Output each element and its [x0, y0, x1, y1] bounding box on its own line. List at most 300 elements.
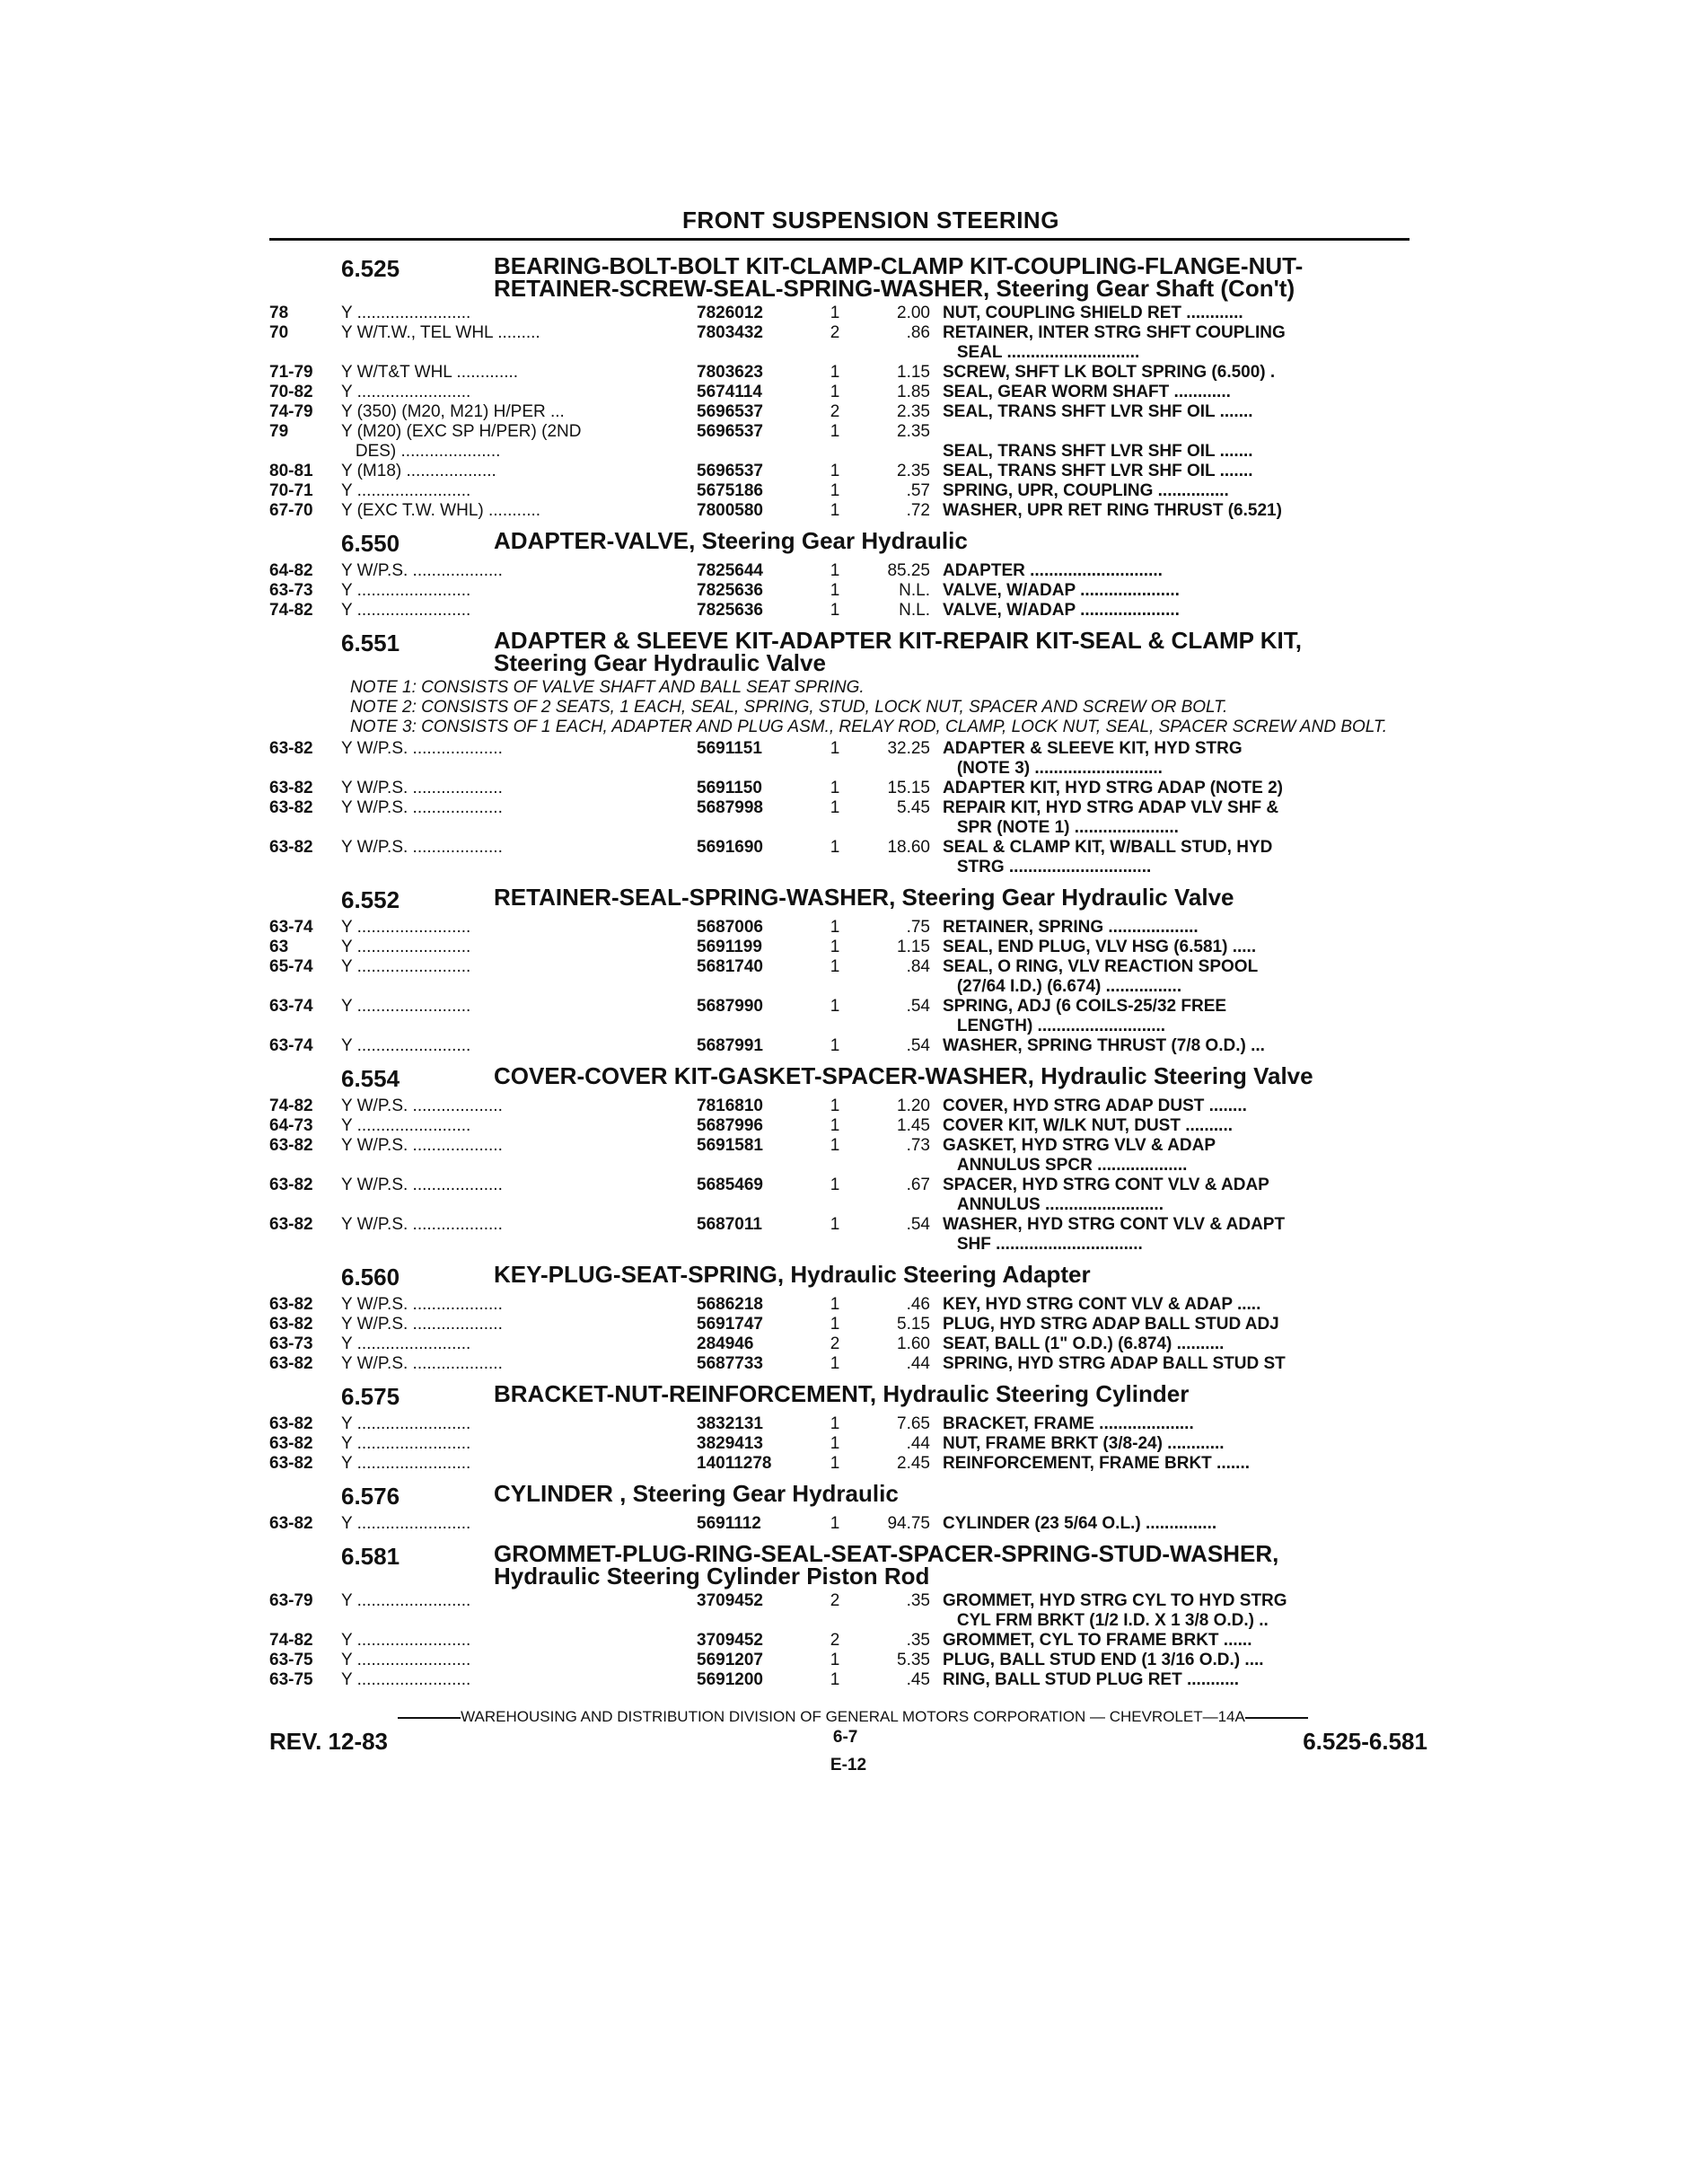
row-part-number: 5696537	[697, 402, 763, 421]
part-row	[269, 1215, 1436, 1255]
row-description: PLUG, HYD STRG ADAP BALL STUD ADJ	[943, 1315, 1279, 1334]
row-price: 15.15	[887, 779, 930, 797]
footer-sheet: E-12	[830, 1756, 867, 1774]
part-row	[269, 1036, 1436, 1056]
row-quantity: 1	[830, 1315, 840, 1334]
part-row	[269, 481, 1436, 501]
row-description: COVER KIT, W/LK NUT, DUST ..........	[943, 1116, 1234, 1135]
row-application: Y W/P.S. ...................	[341, 779, 503, 797]
section-number: 6.560	[341, 1264, 400, 1290]
row-price: 1.60	[897, 1334, 930, 1353]
row-application: Y (M20) (EXC SP H/PER) (2ND DES) .....................	[341, 422, 582, 461]
row-part-number: 5687991	[697, 1036, 763, 1055]
row-application: Y W/P.S. ...................	[341, 1354, 503, 1373]
row-description: BRACKET, FRAME ....................	[943, 1414, 1194, 1433]
note: NOTE 1: CONSISTS OF VALVE SHAFT AND BALL SEAT SPRING.	[350, 678, 865, 697]
row-price: 2.35	[897, 462, 930, 480]
sections-container	[269, 252, 1436, 1690]
section-number: 6.554	[341, 1065, 400, 1092]
row-part-number: 284946	[697, 1334, 754, 1353]
row-description: CYLINDER (23 5/64 O.L.) ...............	[943, 1514, 1217, 1533]
row-year: 74-82	[269, 601, 313, 620]
row-quantity: 1	[830, 938, 840, 956]
row-quantity: 2	[830, 1334, 840, 1353]
row-description: ADAPTER ............................	[943, 561, 1163, 580]
row-description: WASHER, UPR RET RING THRUST (6.521)	[943, 501, 1282, 520]
part-row	[269, 957, 1436, 997]
row-description: VALVE, W/ADAP .....................	[943, 581, 1180, 600]
section-title: BRACKET-NUT-REINFORCEMENT, Hydraulic Steering Cylinder	[494, 1380, 1190, 1407]
row-price: .35	[906, 1591, 930, 1610]
part-row	[269, 798, 1436, 838]
row-description: SPACER, HYD STRG CONT VLV & ADAP ANNULUS .........................	[943, 1176, 1269, 1214]
row-quantity: 1	[830, 1215, 840, 1234]
row-quantity: 1	[830, 383, 840, 401]
row-price: 1.85	[897, 383, 930, 401]
row-quantity: 1	[830, 798, 840, 817]
row-part-number: 3709452	[697, 1631, 763, 1650]
row-year: 63-75	[269, 1651, 313, 1669]
row-year: 63-82	[269, 1215, 313, 1234]
row-quantity: 1	[830, 1454, 840, 1473]
row-application: Y ........................	[341, 1651, 471, 1669]
part-row	[269, 581, 1436, 601]
row-price: N.L.	[899, 601, 930, 620]
row-price: .73	[906, 1136, 930, 1155]
part-row	[269, 402, 1436, 422]
row-year: 63-74	[269, 1036, 313, 1055]
section-header	[269, 886, 1436, 914]
row-description: SEAL, GEAR WORM SHAFT ............	[943, 383, 1231, 401]
row-price: .84	[906, 957, 930, 976]
footer-bottom	[269, 1728, 1427, 1756]
row-part-number: 3829413	[697, 1434, 763, 1453]
row-application: Y W/P.S. ...................	[341, 1315, 503, 1334]
part-row	[269, 383, 1436, 402]
row-application: Y W/P.S. ...................	[341, 561, 503, 580]
row-price: .75	[906, 918, 930, 937]
row-application: Y ........................	[341, 938, 471, 956]
part-row	[269, 838, 1436, 877]
row-description: COVER, HYD STRG ADAP DUST ........	[943, 1096, 1247, 1115]
section	[269, 252, 1436, 521]
row-quantity: 1	[830, 1514, 840, 1533]
footer-revision: REV. 12-83	[269, 1728, 389, 1755]
section-number: 6.581	[341, 1543, 400, 1570]
row-price: 2.35	[897, 402, 930, 421]
section-title: BEARING-BOLT-BOLT KIT-CLAMP-CLAMP KIT-COUPLING-FLANGE-NUT-RETAINER-SCREW-SEAL-SPRING-WASHER, Steering Gear Shaft (Con't)	[494, 252, 1304, 302]
part-row	[269, 938, 1436, 957]
row-application: Y ........................	[341, 1434, 471, 1453]
section-number: 6.525	[341, 255, 400, 282]
row-year: 63-82	[269, 1414, 313, 1433]
row-description: NUT, FRAME BRKT (3/8-24) ............	[943, 1434, 1225, 1453]
section-number: 6.550	[341, 530, 400, 557]
row-price: 7.65	[897, 1414, 930, 1433]
section-title: GROMMET-PLUG-RING-SEAL-SEAT-SPACER-SPRING-STUD-WASHER, Hydraulic Steering Cylinder Piston Rod	[494, 1540, 1279, 1590]
row-application: Y ........................	[341, 601, 471, 620]
row-part-number: 5696537	[697, 422, 763, 441]
row-part-number: 5687006	[697, 918, 763, 937]
part-row	[269, 462, 1436, 481]
section-number: 6.575	[341, 1383, 400, 1410]
row-quantity: 1	[830, 1354, 840, 1373]
part-row	[269, 1116, 1436, 1136]
row-quantity: 1	[830, 739, 840, 758]
row-quantity: 1	[830, 1136, 840, 1155]
section-number: 6.552	[341, 886, 400, 913]
row-quantity: 1	[830, 462, 840, 480]
row-year: 63-82	[269, 798, 313, 817]
row-description: SPRING, ADJ (6 COILS-25/32 FREE LENGTH) ...........................	[943, 997, 1227, 1035]
row-quantity: 1	[830, 957, 840, 976]
section-title: ADAPTER & SLEEVE KIT-ADAPTER KIT-REPAIR KIT-SEAL & CLAMP KIT, Steering Gear Hydraulic Valve	[494, 627, 1302, 676]
section	[269, 1380, 1436, 1474]
row-application: Y ........................	[341, 304, 471, 322]
row-year: 63-82	[269, 1136, 313, 1155]
catalog-page	[269, 207, 1436, 1775]
row-application: Y ........................	[341, 1631, 471, 1650]
section-title: COVER-COVER KIT-GASKET-SPACER-WASHER, Hydraulic Steering Valve	[494, 1062, 1313, 1089]
row-price: .35	[906, 1631, 930, 1650]
section-title: RETAINER-SEAL-SPRING-WASHER, Steering Gear Hydraulic Valve	[494, 884, 1234, 911]
row-price: 94.75	[887, 1514, 930, 1533]
section	[269, 1480, 1436, 1534]
row-quantity: 1	[830, 1036, 840, 1055]
part-row	[269, 422, 1436, 462]
row-quantity: 1	[830, 601, 840, 620]
section	[269, 886, 1436, 1056]
section-header	[269, 627, 1436, 676]
row-price: .45	[906, 1670, 930, 1689]
row-year: 71-79	[269, 363, 313, 382]
row-quantity: 2	[830, 1591, 840, 1610]
row-description: GROMMET, HYD STRG CYL TO HYD STRG CYL FRM BRKT (1/2 I.D. X 1 3/8 O.D.) ..	[943, 1591, 1287, 1630]
row-part-number: 7825644	[697, 561, 763, 580]
page-title: FRONT SUSPENSION STEERING	[682, 207, 1059, 233]
row-application: Y W/P.S. ...................	[341, 1136, 503, 1155]
row-description: RING, BALL STUD PLUG RET ...........	[943, 1670, 1240, 1689]
row-description: VALVE, W/ADAP .....................	[943, 601, 1180, 620]
row-year: 67-70	[269, 501, 313, 520]
row-part-number: 5691112	[697, 1514, 761, 1533]
row-part-number: 7825636	[697, 601, 763, 620]
row-year: 63-82	[269, 1434, 313, 1453]
row-year: 63-82	[269, 1514, 313, 1533]
part-row	[269, 1670, 1436, 1690]
row-quantity: 1	[830, 1096, 840, 1115]
row-year: 63-82	[269, 1176, 313, 1194]
row-part-number: 5687996	[697, 1116, 763, 1135]
part-row	[269, 997, 1436, 1036]
part-row	[269, 1315, 1436, 1334]
row-quantity: 1	[830, 1295, 840, 1314]
row-description: WASHER, HYD STRG CONT VLV & ADAPT SHF ...............................	[943, 1215, 1286, 1254]
row-year: 63-75	[269, 1670, 313, 1689]
row-application: Y W/T.W., TEL WHL .........	[341, 323, 540, 342]
row-quantity: 2	[830, 402, 840, 421]
row-application: Y (EXC T.W. WHL) ...........	[341, 501, 541, 520]
row-application: Y ........................	[341, 383, 471, 401]
row-price: .67	[906, 1176, 930, 1194]
row-quantity: 1	[830, 997, 840, 1016]
part-row	[269, 1176, 1436, 1215]
row-description: SPRING, UPR, COUPLING ...............	[943, 481, 1229, 500]
row-year: 63-82	[269, 1315, 313, 1334]
row-quantity: 1	[830, 501, 840, 520]
section	[269, 627, 1436, 877]
row-description: SEAL, TRANS SHFT LVR SHF OIL .......	[943, 402, 1253, 421]
section-header	[269, 252, 1436, 302]
row-application: Y W/P.S. ...................	[341, 1176, 503, 1194]
row-application: Y ........................	[341, 1036, 471, 1055]
section-header	[269, 1062, 1436, 1093]
part-row	[269, 363, 1436, 383]
row-description: SCREW, SHFT LK BOLT SPRING (6.500) .	[943, 363, 1276, 382]
row-application: Y (M18) ...................	[341, 462, 496, 480]
row-part-number: 5691690	[697, 838, 763, 857]
row-part-number: 5691200	[697, 1670, 763, 1689]
row-quantity: 2	[830, 323, 840, 342]
row-year: 63-82	[269, 1354, 313, 1373]
part-row	[269, 918, 1436, 938]
row-application: Y W/P.S. ...................	[341, 739, 503, 758]
row-application: Y W/P.S. ...................	[341, 838, 503, 857]
row-year: 63-82	[269, 739, 313, 758]
part-row	[269, 1651, 1436, 1670]
row-part-number: 5687998	[697, 798, 763, 817]
row-year: 78	[269, 304, 289, 322]
part-row	[269, 1096, 1436, 1116]
row-description: ADAPTER & SLEEVE KIT, HYD STRG (NOTE 3) ...........................	[943, 739, 1243, 778]
part-row	[269, 561, 1436, 581]
row-quantity: 1	[830, 1670, 840, 1689]
row-description: SEAL & CLAMP KIT, W/BALL STUD, HYD STRG ..............................	[943, 838, 1273, 876]
row-part-number: 5687011	[697, 1215, 762, 1234]
part-row	[269, 601, 1436, 621]
part-row	[269, 501, 1436, 521]
part-row	[269, 739, 1436, 779]
row-part-number: 7803623	[697, 363, 763, 382]
row-price: 1.45	[897, 1116, 930, 1135]
row-quantity: 2	[830, 1631, 840, 1650]
row-part-number: 7803432	[697, 323, 763, 342]
row-part-number: 5691150	[697, 779, 762, 797]
section	[269, 1540, 1436, 1690]
row-price: 5.35	[897, 1651, 930, 1669]
row-application: Y ........................	[341, 1670, 471, 1689]
row-application: Y W/P.S. ...................	[341, 1295, 503, 1314]
row-year: 63-82	[269, 1295, 313, 1314]
part-row	[269, 1334, 1436, 1354]
part-row	[269, 304, 1436, 323]
section-title: ADAPTER-VALVE, Steering Gear Hydraulic	[494, 527, 968, 554]
row-year: 63-79	[269, 1591, 313, 1610]
row-application: Y ........................	[341, 918, 471, 937]
row-price: .54	[906, 1036, 930, 1055]
row-part-number: 7826012	[697, 304, 763, 322]
row-year: 63-74	[269, 997, 313, 1016]
row-application: Y ........................	[341, 1334, 471, 1353]
row-price: 2.35	[897, 422, 930, 441]
row-part-number: 5687733	[697, 1354, 763, 1373]
row-description: GROMMET, CYL TO FRAME BRKT ......	[943, 1631, 1252, 1650]
row-description: SEAL, O RING, VLV REACTION SPOOL (27/64 I.D.) (6.674) ................	[943, 957, 1259, 996]
row-application: Y ........................	[341, 957, 471, 976]
row-price: .44	[906, 1354, 930, 1373]
row-year: 74-79	[269, 402, 313, 421]
row-price: 2.45	[897, 1454, 930, 1473]
row-price: .44	[906, 1434, 930, 1453]
row-year: 63-82	[269, 1454, 313, 1473]
section-notes	[350, 678, 1436, 737]
row-price: 18.60	[887, 838, 930, 857]
row-part-number: 7816810	[697, 1096, 763, 1115]
row-quantity: 1	[830, 363, 840, 382]
row-part-number: 14011278	[697, 1454, 772, 1473]
row-part-number: 5691199	[697, 938, 762, 956]
row-quantity: 1	[830, 1414, 840, 1433]
row-application: Y W/T&T WHL .............	[341, 363, 519, 382]
row-year: 74-82	[269, 1096, 313, 1115]
row-description: REPAIR KIT, HYD STRG ADAP VLV SHF & SPR (NOTE 1) ......................	[943, 798, 1279, 837]
row-part-number: 5686218	[697, 1295, 763, 1314]
row-description: ADAPTER KIT, HYD STRG ADAP (NOTE 2)	[943, 779, 1283, 797]
row-year: 63-82	[269, 838, 313, 857]
row-year: 64-82	[269, 561, 313, 580]
row-year: 79	[269, 422, 289, 441]
row-price: .72	[906, 501, 930, 520]
row-part-number: 7825636	[697, 581, 763, 600]
part-row	[269, 1514, 1436, 1534]
row-part-number: 5696537	[697, 462, 763, 480]
section-header	[269, 1261, 1436, 1291]
row-part-number: 5691581	[697, 1136, 763, 1155]
row-quantity: 1	[830, 1434, 840, 1453]
footer-division	[269, 1708, 1436, 1726]
row-quantity: 1	[830, 561, 840, 580]
part-row	[269, 1631, 1436, 1651]
row-part-number: 5675186	[697, 481, 763, 500]
row-part-number: 5674114	[697, 383, 762, 401]
part-row	[269, 1591, 1436, 1631]
row-part-number: 3832131	[697, 1414, 763, 1433]
footer-rule-left	[398, 1717, 461, 1719]
row-description: WASHER, SPRING THRUST (7/8 O.D.) ...	[943, 1036, 1265, 1055]
row-year: 80-81	[269, 462, 313, 480]
row-part-number: 5687990	[697, 997, 763, 1016]
row-year: 63	[269, 938, 289, 956]
footer-rule-right	[1245, 1717, 1308, 1719]
section	[269, 1062, 1436, 1255]
row-description: SEAL, TRANS SHFT LVR SHF OIL .......	[943, 462, 1253, 480]
row-quantity: 1	[830, 918, 840, 937]
row-price: .54	[906, 997, 930, 1016]
row-quantity: 1	[830, 481, 840, 500]
row-price: N.L.	[899, 581, 930, 600]
row-year: 63-73	[269, 581, 313, 600]
row-year: 63-82	[269, 779, 313, 797]
row-price: 1.20	[897, 1096, 930, 1115]
row-application: Y ........................	[341, 1591, 471, 1610]
row-description: SEAL, TRANS SHFT LVR SHF OIL .......	[943, 442, 1253, 461]
row-part-number: 5681740	[697, 957, 763, 976]
row-quantity: 1	[830, 779, 840, 797]
part-row	[269, 323, 1436, 363]
row-application: Y ........................	[341, 581, 471, 600]
row-application: Y ........................	[341, 481, 471, 500]
part-row	[269, 1414, 1436, 1434]
title-rule	[269, 238, 1410, 241]
row-part-number: 7800580	[697, 501, 763, 520]
row-application: Y ........................	[341, 1514, 471, 1533]
row-application: Y ........................	[341, 997, 471, 1016]
row-year: 70	[269, 323, 289, 342]
row-application: Y (350) (M20, M21) H/PER ...	[341, 402, 565, 421]
row-description: RETAINER, SPRING ...................	[943, 918, 1199, 937]
row-price: 1.15	[897, 363, 930, 382]
row-description: SPRING, HYD STRG ADAP BALL STUD ST	[943, 1354, 1286, 1373]
row-quantity: 1	[830, 304, 840, 322]
part-row	[269, 1136, 1436, 1176]
section-number: 6.576	[341, 1483, 400, 1510]
part-row	[269, 1354, 1436, 1374]
row-year: 63-73	[269, 1334, 313, 1353]
section	[269, 527, 1436, 621]
row-part-number: 5691151	[697, 739, 762, 758]
row-quantity: 1	[830, 838, 840, 857]
row-description: REINFORCEMENT, FRAME BRKT .......	[943, 1454, 1250, 1473]
row-quantity: 1	[830, 581, 840, 600]
footer-range: 6.525-6.581	[1303, 1728, 1427, 1755]
row-description: SEAT, BALL (1" O.D.) (6.874) ..........	[943, 1334, 1225, 1353]
row-application: Y ........................	[341, 1116, 471, 1135]
row-quantity: 1	[830, 1651, 840, 1669]
row-part-number: 5685469	[697, 1176, 763, 1194]
section	[269, 1261, 1436, 1374]
row-price: .86	[906, 323, 930, 342]
row-year: 63-74	[269, 918, 313, 937]
row-price: .54	[906, 1215, 930, 1234]
row-description: RETAINER, INTER STRG SHFT COUPLING SEAL ............................	[943, 323, 1286, 362]
row-year: 70-82	[269, 383, 313, 401]
note: NOTE 2: CONSISTS OF 2 SEATS, 1 EACH, SEAL, SPRING, STUD, LOCK NUT, SPACER AND SCREW OR BOLT.	[350, 698, 1228, 717]
section-number: 6.551	[341, 630, 400, 656]
row-description: NUT, COUPLING SHIELD RET ............	[943, 304, 1243, 322]
part-row	[269, 779, 1436, 798]
section-title: KEY-PLUG-SEAT-SPRING, Hydraulic Steering Adapter	[494, 1261, 1091, 1288]
section-header	[269, 1540, 1436, 1590]
row-price: 5.15	[897, 1315, 930, 1334]
row-price: 2.00	[897, 304, 930, 322]
row-application: Y ........................	[341, 1414, 471, 1433]
part-row	[269, 1434, 1436, 1454]
section-header	[269, 1380, 1436, 1411]
row-price: 5.45	[897, 798, 930, 817]
row-price: .46	[906, 1295, 930, 1314]
row-price: .57	[906, 481, 930, 500]
row-quantity: 1	[830, 1176, 840, 1194]
row-application: Y W/P.S. ...................	[341, 1096, 503, 1115]
row-year: 74-82	[269, 1631, 313, 1650]
row-year: 70-71	[269, 481, 313, 500]
row-year: 65-74	[269, 957, 313, 976]
note: NOTE 3: CONSISTS OF 1 EACH, ADAPTER AND PLUG ASM., RELAY ROD, CLAMP, LOCK NUT, SEAL, SPACER SCREW AND BOLT.	[350, 718, 1388, 736]
row-price: 1.15	[897, 938, 930, 956]
row-part-number: 5691747	[697, 1315, 763, 1334]
row-description: GASKET, HYD STRG VLV & ADAP ANNULUS SPCR ...................	[943, 1136, 1216, 1175]
row-application: Y W/P.S. ...................	[341, 798, 503, 817]
